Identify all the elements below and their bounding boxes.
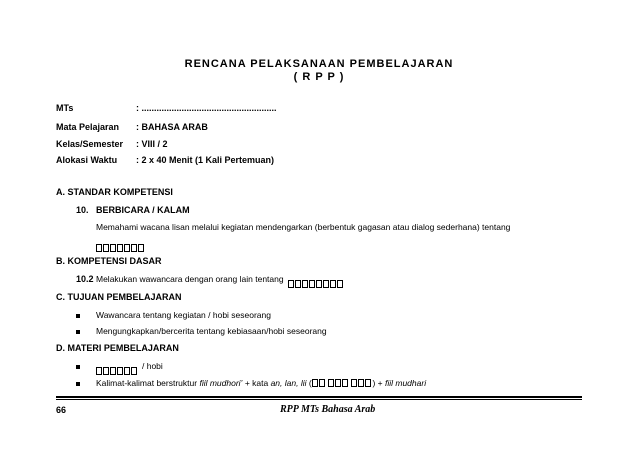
item2-open: ( xyxy=(306,378,312,388)
section-c-heading: C. TUJUAN PEMBELAJARAN xyxy=(56,292,182,302)
section-b-heading: B. KOMPETENSI DASAR xyxy=(56,256,162,266)
identity-label-class: Kelas/Semester xyxy=(56,139,124,149)
identity-value-class: : VIII / 2 xyxy=(136,139,168,149)
bullet-icon xyxy=(76,314,80,318)
identity-value-mts: : ...................................................... xyxy=(136,103,277,113)
section-d-item-2 xyxy=(96,378,426,388)
footer-doc-title: RPP MTs Bahasa Arab xyxy=(280,404,376,415)
document-subtitle: ( R P P ) xyxy=(293,71,345,83)
bullet-icon xyxy=(76,365,80,369)
item2-middle: + kata xyxy=(242,378,271,388)
bullet-icon xyxy=(76,382,80,386)
section-b-item-text: Melakukan wawancara dengan orang lain tentang xyxy=(96,274,284,284)
arabic-placeholder-a xyxy=(96,238,145,256)
section-d-item-1-suffix: / hobi xyxy=(142,361,163,371)
page-number: 66 xyxy=(56,405,67,415)
section-c-item-1: Wawancara tentang kegiatan / hobi seseorang xyxy=(96,310,271,320)
section-a-item-number: 10. xyxy=(76,205,89,215)
item2-prefix: Kalimat-kalimat berstruktur xyxy=(96,378,200,388)
arabic-placeholder-b xyxy=(288,274,344,292)
bullet-icon xyxy=(76,330,80,334)
item2-kata: an, lan, lii xyxy=(270,378,307,388)
item2-end: fiil mudhari xyxy=(384,378,427,388)
arabic-placeholder-d xyxy=(96,361,138,379)
section-d-heading: D. MATERI PEMBELAJARAN xyxy=(56,343,179,353)
identity-label-subject: Mata Pelajaran xyxy=(56,122,120,132)
section-b-item-number: 10.2 xyxy=(76,274,94,284)
section-c-item-2: Mengungkapkan/bercerita tentang kebiasaan/hobi seseorang xyxy=(96,326,327,336)
identity-label-mts: MTs xyxy=(56,103,74,113)
footer-rule-thin xyxy=(56,399,582,400)
document-title: RENCANA PELAKSANAAN PEMBELAJARAN xyxy=(184,58,454,70)
identity-label-time: Alokasi Waktu xyxy=(56,155,118,165)
identity-value-time: : 2 x 40 Menit (1 Kali Pertemuan) xyxy=(136,155,275,165)
item2-fiil: fiil mudhori’ xyxy=(199,378,243,388)
identity-value-subject: : BAHASA ARAB xyxy=(136,122,208,132)
arabic-placeholder-d2 xyxy=(312,378,373,388)
footer-rule-thick xyxy=(56,396,582,398)
item2-close: ) + xyxy=(372,378,385,388)
section-a-item-title: BERBICARA / KALAM xyxy=(96,205,190,215)
section-a-heading: A. STANDAR KOMPETENSI xyxy=(56,187,173,197)
section-a-item-text: Memahami wacana lisan melalui kegiatan mendengarkan (berbentuk gagasan atau dialog sederhana) tentang xyxy=(96,222,511,232)
